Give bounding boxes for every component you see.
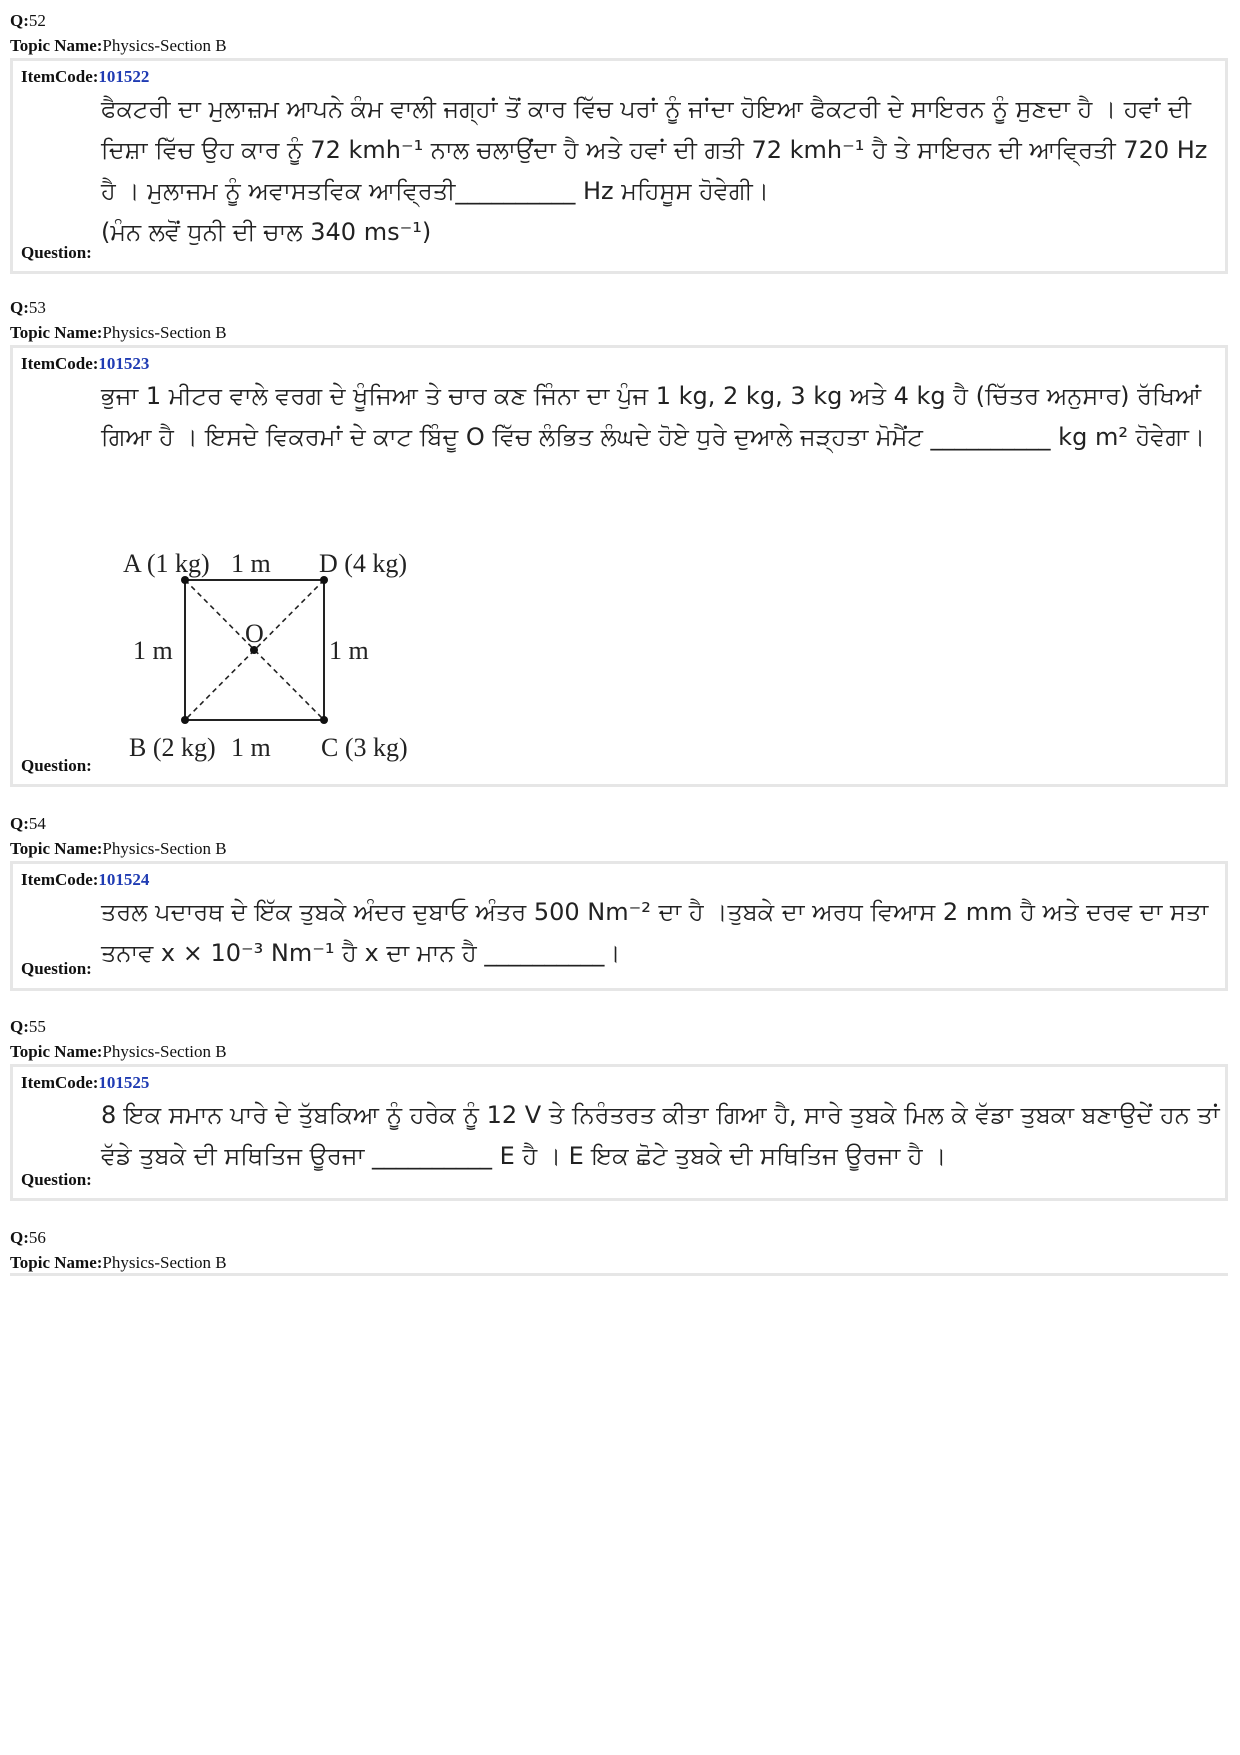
question-header-52: [10, 8, 227, 58]
label-left: 1 m: [133, 636, 173, 665]
label-bottom: 1 m: [231, 733, 271, 762]
question-number: Q:52: [10, 11, 46, 30]
question-text: ਤਰਲ ਪਦਾਰਥ ਦੇ ਇੱਕ ਤੁਬਕੇ ਅੰਦਰ ਦੁਬਾਓ ਅੰਤਰ 500 Nm⁻² ਦਾ ਹੈ ।ਤੁਬਕੇ ਦਾ ਅਰਧ ਵਿਆਸ 2 mm ਹੈ ਅਤੇ ਦਰਵ ਦਾ ਸਤਾ ਤਨਾਵ x × 10⁻³ Nm⁻¹ ਹੈ x ਦਾ ਮਾਨ ਹੈ __________।: [101, 898, 1209, 967]
topic-name: Topic Name:Physics-Section B: [10, 323, 227, 342]
label-top: 1 m: [231, 549, 271, 578]
question-number: Q:54: [10, 814, 46, 833]
question-number: Q:56: [10, 1228, 46, 1247]
topic-name: Topic Name:Physics-Section B: [10, 1253, 227, 1272]
question-number: Q:53: [10, 298, 46, 317]
question-header-55: [10, 1014, 227, 1064]
label-a: A (1 kg): [123, 549, 210, 578]
question-box-56-top-border: [10, 1273, 1228, 1276]
question-number: Q:55: [10, 1017, 46, 1036]
question-text: 8 ਇਕ ਸਮਾਨ ਪਾਰੇ ਦੇ ਤੁੱਬਕਿਆ ਨੂੰ ਹਰੇਕ ਨੂੰ 12 V ਤੇ ਨਿਰੰਤਰਤ ਕੀਤਾ ਗਿਆ ਹੈ, ਸਾਰੇ ਤੁਬਕੇ ਮਿਲ ਕੇ ਵੱਡਾ ਤੁਬਕਾ ਬਣਾਉਦੇਂ ਹਨ ਤਾਂ ਵੱਡੇ ਤੁਬਕੇ ਦੀ ਸਥਿਤਿਜ ਊਰਜਾ __________ E ਹੈ । E ਇਕ ਛੋਟੇ ਤੁਬਕੇ ਦੀ ਸਥਿਤਿਜ ਊਰਜਾ ਹੈ ।: [101, 1101, 1220, 1170]
topic-name: Topic Name:Physics-Section B: [10, 1042, 227, 1061]
mass-point-b: [181, 716, 189, 724]
question-header-54: [10, 811, 227, 861]
label-b: B (2 kg): [129, 733, 216, 762]
label-center: O: [245, 619, 264, 648]
item-code: ItemCode:101525: [21, 1073, 150, 1092]
question-label: Question:: [21, 1170, 92, 1189]
question-header-53: [10, 295, 227, 345]
question-box-53: [10, 345, 1228, 787]
topic-name: Topic Name:Physics-Section B: [10, 839, 227, 858]
question-label: Question:: [21, 243, 92, 262]
question-text: ਫੈਕਟਰੀ ਦਾ ਮੁਲਾਜ਼ਮ ਆਪਨੇ ਕੰਮ ਵਾਲੀ ਜਗ੍ਹਾਂ ਤੋਂ ਕਾਰ ਵਿੱਚ ਪਰਾਂ ਨੂੰ ਜਾਂਦਾ ਹੋਇਆ ਫੈਕਟਰੀ ਦੇ ਸਾਇਰਨ ਨੂੰ ਸੁਣਦਾ ਹੈ । ਹਵਾਂ ਦੀ ਦਿਸ਼ਾ ਵਿੱਚ ਉਹ ਕਾਰ ਨੂੰ 72 kmh⁻¹ ਨਾਲ ਚਲਾਉਂਦਾ ਹੈ ਅਤੇ ਹਵਾਂ ਦੀ ਗਤੀ 72 kmh⁻¹ ਹੈ ਤੇ ਸਾਇਰਨ ਦੀ ਆਵ੍ਰਿਤੀ 720 Hz ਹੈ । ਮੁਲਾਜਮ ਨੂੰ ਅਵਾਸਤਵਿਕ ਆਵ੍ਰਿਤੀ__________ Hz ਮਹਿਸੂਸ ਹੋਵੇਗੀ। (ਮੰਨ ਲਵੋਂ ਧੁਨੀ ਦੀ ਚਾਲ 340 ms⁻¹): [101, 95, 1208, 246]
question-box-55: [10, 1064, 1228, 1201]
item-code: ItemCode:101522: [21, 67, 150, 86]
item-code: ItemCode:101523: [21, 354, 150, 373]
label-d: D (4 kg): [319, 549, 408, 578]
question-label: Question:: [21, 959, 92, 978]
mass-point-c: [320, 716, 328, 724]
question-box-54: [10, 861, 1228, 991]
square-masses-figure: [101, 544, 421, 769]
question-header-56: [10, 1225, 227, 1275]
question-box-52: [10, 58, 1228, 274]
topic-name: Topic Name:Physics-Section B: [10, 36, 227, 55]
item-code: ItemCode:101524: [21, 870, 150, 889]
label-c: C (3 kg): [321, 733, 408, 762]
question-label: Question:: [21, 756, 92, 775]
label-right: 1 m: [329, 636, 369, 665]
question-text: ਭੁਜਾ 1 ਮੀਟਰ ਵਾਲੇ ਵਰਗ ਦੇ ਖੂੰਜਿਆ ਤੇ ਚਾਰ ਕਣ ਜਿੰਨਾ ਦਾ ਪੁੰਜ 1 kg, 2 kg, 3 kg ਅਤੇ 4 kg ਹੈ (ਚਿੱਤਰ ਅਨੁਸਾਰ) ਰੱਖਿਆਂ ਗਿਆ ਹੈ । ਇਸਦੇ ਵਿਕਰਮਾਂ ਦੇ ਕਾਟ ਬਿੰਦੂ O ਵਿੱਚ ਲੰਭਿਤ ਲੰਘਦੇ ਹੋਏ ਧੁਰੇ ਦੁਆਲੇ ਜੜ੍ਹਤਾ ਮੋਮੈਂਟ __________ kg m² ਹੋਵੇਗਾ।: [101, 382, 1206, 451]
